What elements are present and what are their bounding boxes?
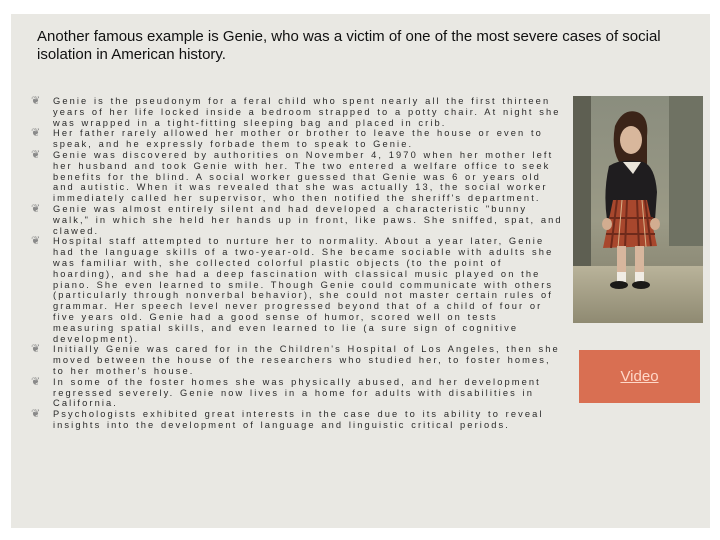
photo-of-girl — [573, 96, 703, 323]
list-item — [31, 344, 565, 376]
leaf-bullet-icon: ❦ — [31, 408, 43, 421]
leaf-bullet-icon: ❦ — [31, 127, 43, 140]
list-item — [31, 377, 565, 409]
list-item — [31, 96, 565, 128]
bullet-list — [31, 96, 565, 431]
bullet-text: Initially Genie was cared for in the Children's Hospital of Los Angeles, then she moved between the house of the researchers who studied her, to foster homes, to her mother's house. — [53, 344, 560, 376]
list-item — [31, 204, 565, 236]
bullet-text: Psychologists exhibited great interests in the case due to its ability to reveal insights into the development of language and linguistic critical periods. — [53, 409, 544, 430]
list-item — [31, 236, 565, 344]
bullet-text: Hospital staff attempted to nurture her to normality. About a year later, Genie had the language skills of a two-year-old. She became sociable with adults she was familiar with, she collected colorful plastic objects (to the point of hoarding), and she had a deep fascination with classical music played on the piano. She even learned to smile. Though Genie could communicate with others (particularly through nonverbal behavior), she could not master certain rules of grammar. Her speech level never progressed beyond that of a child of four or five years old. Genie had a good sense of humor, scored well on tests measuring spatial skills, and even learned to lie (a sure sign of cognitive development). — [53, 236, 554, 344]
leaf-bullet-icon: ❦ — [31, 343, 43, 356]
bullet-text: Genie was discovered by authorities on November 4, 1970 when her mother left her husband and took Genie with her. The two entered a welfare office to seek benefits for the blind. A social worker guessed that Genie was 6 or years old and autistic. When it was revealed that she was actually 13, the social worker immediately called her supervisor, who then notified the sheriff's department. — [53, 149, 554, 204]
bullet-text: Genie is the pseudonym for a feral child who spent nearly all the first thirteen years of her life locked inside a bedroom strapped to a potty chair. At night she was wrapped in a tight-fitting sleeping bag and placed in crib. — [53, 96, 561, 128]
list-item — [31, 409, 565, 431]
bullet-text: Genie was almost entirely silent and had developed a characteristic "bunny walk," in which she held her hands up in front, like paws. She sniffed, spat, and clawed. — [53, 203, 563, 236]
leaf-bullet-icon: ❦ — [31, 148, 43, 161]
slide-title: Another famous example is Genie, who was a victim of one of the most severe cases of social isolation in American history. — [37, 28, 661, 63]
bullet-text: In some of the foster homes she was physically abused, and her development regressed severely. Genie now lives in a home for adults with disabilities in California. — [53, 376, 541, 409]
video-link[interactable]: Video — [620, 368, 659, 385]
list-item — [31, 150, 565, 204]
leaf-bullet-icon: ❦ — [31, 375, 43, 388]
list-item — [31, 128, 565, 150]
leaf-bullet-icon: ❦ — [31, 235, 43, 248]
leaf-bullet-icon: ❦ — [31, 95, 43, 107]
photo-illustration — [573, 96, 703, 323]
bullet-text: Her father rarely allowed her mother or brother to leave the house or even to speak, and he expressly forbade them to speak to Genie. — [53, 128, 543, 150]
leaf-bullet-icon: ❦ — [31, 202, 43, 215]
video-button[interactable] — [579, 350, 700, 403]
